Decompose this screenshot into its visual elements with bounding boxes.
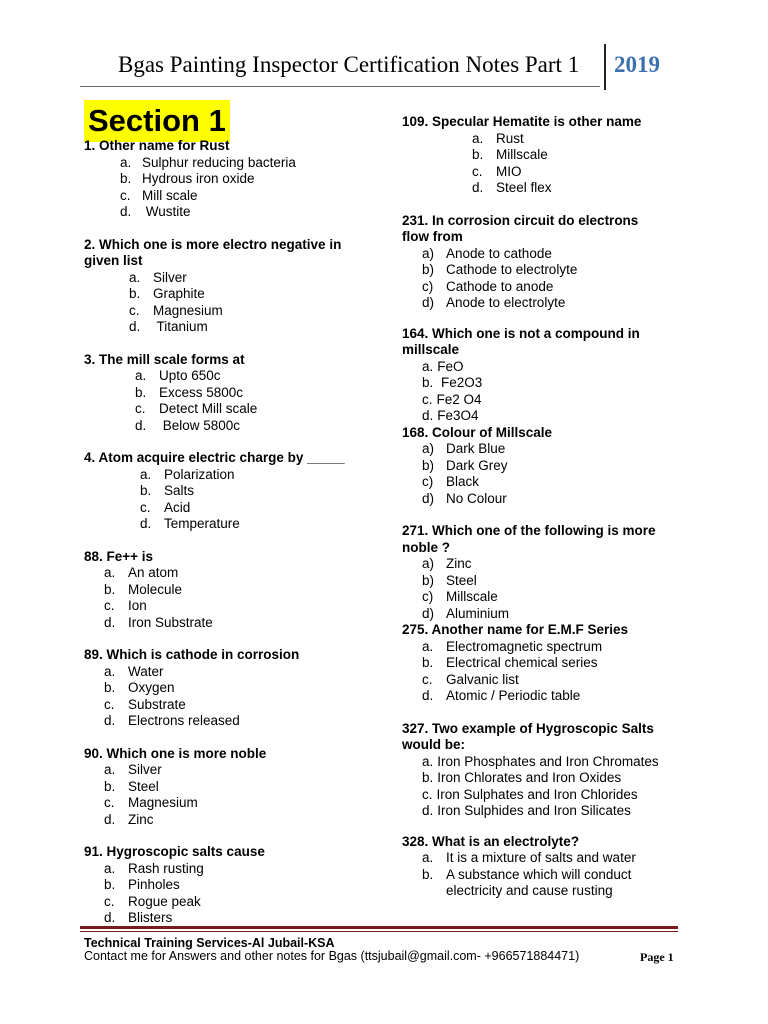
option-letter: b) xyxy=(422,262,435,277)
option-letter: c. xyxy=(472,163,483,179)
answer-option xyxy=(402,606,692,623)
option-letter: a. xyxy=(472,130,484,146)
option-letter: c) xyxy=(422,589,434,604)
option-text: Ion xyxy=(128,598,147,613)
option-letter: c) xyxy=(422,474,434,489)
question-block xyxy=(402,622,692,705)
answer-option xyxy=(402,458,692,475)
answer-option xyxy=(84,812,374,829)
answer-option xyxy=(84,204,374,221)
option-letter: d) xyxy=(422,490,435,506)
option-letter: c. xyxy=(422,786,433,802)
option-letter: b. xyxy=(104,680,116,695)
option-text: Dark Grey xyxy=(446,457,508,473)
answer-option xyxy=(402,573,692,590)
answer-options xyxy=(402,639,692,705)
option-text: Excess 5800c xyxy=(159,384,244,400)
option-letter: a. xyxy=(422,753,434,769)
answer-option xyxy=(402,180,692,197)
right-question-column xyxy=(402,114,692,900)
option-text: Magnesium xyxy=(128,795,198,810)
answer-option xyxy=(84,910,374,927)
answer-option xyxy=(402,147,692,164)
answer-option xyxy=(84,385,374,402)
question-text: 1. Other name for Rust xyxy=(84,138,230,153)
option-text: FeO xyxy=(437,358,464,374)
answer-option xyxy=(402,787,692,804)
option-text: Iron Phosphates and Iron Chromates xyxy=(437,753,659,769)
option-text: Steel xyxy=(446,572,477,588)
option-text: Millscale xyxy=(446,589,498,604)
answer-option xyxy=(84,894,374,911)
option-text: Anode to electrolyte xyxy=(446,295,566,310)
option-text: Blisters xyxy=(128,910,173,925)
option-letter: d. xyxy=(104,811,116,827)
answer-options xyxy=(84,467,374,533)
question-text: 4. Atom acquire electric charge by _____ xyxy=(84,450,345,465)
option-text: Atomic / Periodic table xyxy=(446,688,581,703)
answer-option xyxy=(402,408,692,425)
answer-option xyxy=(84,286,374,303)
question-text: 88. Fe++ is xyxy=(84,548,154,564)
answer-options xyxy=(402,850,692,900)
answer-option xyxy=(402,672,692,689)
option-text: Temperature xyxy=(164,516,240,531)
option-text: Silver xyxy=(128,762,162,777)
question-block xyxy=(402,213,692,312)
option-letter: a. xyxy=(104,565,116,580)
option-letter: c. xyxy=(422,391,433,407)
option-letter: b. xyxy=(472,147,484,162)
answer-option xyxy=(402,246,692,263)
option-text: Salts xyxy=(164,483,195,498)
option-letter: a. xyxy=(104,860,116,876)
answer-option xyxy=(402,770,692,787)
answer-option xyxy=(402,392,692,409)
option-letter: b. xyxy=(104,877,116,892)
left-question-column xyxy=(84,138,374,927)
option-text: Galvanic list xyxy=(446,671,519,687)
option-text: Electromagnetic spectrum xyxy=(446,638,603,654)
answer-option xyxy=(84,713,374,730)
option-text: Water xyxy=(128,663,164,679)
answer-option xyxy=(402,131,692,148)
option-text: Silver xyxy=(153,269,187,285)
answer-option xyxy=(402,655,692,672)
option-text: Electrons released xyxy=(128,713,240,728)
option-letter: d. xyxy=(135,417,147,433)
option-text: Cathode to anode xyxy=(446,278,554,294)
answer-option xyxy=(84,319,374,336)
answer-option xyxy=(402,754,692,771)
option-letter: d. xyxy=(472,180,484,195)
footer-rule-thin xyxy=(80,931,678,932)
option-text: Titanium xyxy=(153,319,208,334)
option-text: Acid xyxy=(164,499,191,515)
question-block xyxy=(84,844,374,927)
answer-option xyxy=(84,615,374,632)
option-text: Fe3O4 xyxy=(437,408,479,423)
question-text: 164. Which one is not a compound in millscale xyxy=(402,325,640,357)
answer-options xyxy=(84,861,374,927)
question-block xyxy=(402,721,692,820)
question-block xyxy=(84,352,374,435)
answer-option xyxy=(402,375,692,392)
answer-option xyxy=(84,795,374,812)
answer-option xyxy=(84,368,374,385)
option-text: Zinc xyxy=(128,811,154,827)
answer-option xyxy=(84,171,374,188)
answer-option xyxy=(402,359,692,376)
option-text: Iron Sulphides and Iron Silicates xyxy=(437,803,631,818)
answer-option xyxy=(84,762,374,779)
answer-option xyxy=(84,188,374,205)
answer-option xyxy=(402,589,692,606)
answer-options xyxy=(402,359,692,425)
option-text: Steel xyxy=(128,778,159,794)
answer-options xyxy=(84,270,374,336)
option-text: No Colour xyxy=(446,490,507,506)
option-text: Polarization xyxy=(164,466,235,482)
option-text: Rash rusting xyxy=(128,860,204,876)
question-block xyxy=(402,114,692,197)
answer-option xyxy=(402,688,692,705)
option-letter: a. xyxy=(104,762,116,777)
answer-option xyxy=(84,565,374,582)
option-letter: d. xyxy=(422,803,434,818)
answer-option xyxy=(402,556,692,573)
answer-option xyxy=(402,262,692,279)
option-letter: c) xyxy=(422,278,434,294)
answer-options xyxy=(84,762,374,828)
option-letter: b. xyxy=(104,778,116,794)
question-block xyxy=(84,746,374,829)
option-letter: d. xyxy=(129,319,141,334)
option-text: Magnesium xyxy=(153,302,223,318)
option-text: Rust xyxy=(496,130,524,146)
option-letter: a. xyxy=(135,368,147,383)
answer-option xyxy=(84,779,374,796)
option-letter: c. xyxy=(104,696,115,712)
option-letter: a. xyxy=(129,269,141,285)
option-letter: a) xyxy=(422,556,435,571)
option-letter: a. xyxy=(104,663,116,679)
answer-option xyxy=(402,639,692,656)
footer-organization: Technical Training Services-Al Jubail-KSA xyxy=(84,936,335,950)
page-number: Page 1 xyxy=(640,950,674,964)
option-letter: d. xyxy=(140,516,152,531)
option-letter: a) xyxy=(422,441,435,456)
option-letter: a. xyxy=(422,638,434,654)
question-block xyxy=(402,523,692,622)
option-letter: b. xyxy=(422,375,434,390)
option-letter: a) xyxy=(422,245,435,261)
answer-options xyxy=(402,246,692,312)
question-text: 109. Specular Hematite is other name xyxy=(402,114,642,129)
option-text: Below 5800c xyxy=(159,417,241,433)
option-text: Fe2O3 xyxy=(437,375,483,390)
answer-options xyxy=(84,565,374,631)
option-text: Zinc xyxy=(446,556,472,571)
question-text: 275. Another name for E.M.F Series xyxy=(402,622,629,637)
document-year: 2019 xyxy=(614,52,660,77)
section-heading: Section 1 xyxy=(84,100,230,142)
option-text: Iron Substrate xyxy=(128,614,213,630)
answer-option xyxy=(84,598,374,615)
answer-option xyxy=(84,401,374,418)
question-text: 89. Which is cathode in corrosion xyxy=(84,647,300,662)
answer-option xyxy=(84,582,374,599)
answer-option xyxy=(84,467,374,484)
option-text: Upto 650c xyxy=(159,368,221,383)
option-letter: d. xyxy=(104,910,116,925)
option-text: Hydrous iron oxide xyxy=(142,171,255,186)
question-text: 328. What is an electrolyte? xyxy=(402,833,580,849)
question-block xyxy=(402,834,692,900)
option-text: Sulphur reducing bacteria xyxy=(142,154,296,170)
option-text: Iron Sulphates and Iron Chlorides xyxy=(436,786,638,802)
answer-option xyxy=(84,680,374,697)
option-text: Millscale xyxy=(496,147,548,162)
answer-option xyxy=(84,500,374,517)
option-letter: b. xyxy=(135,384,147,400)
answer-option xyxy=(84,303,374,320)
option-text: Anode to cathode xyxy=(446,245,552,261)
answer-option xyxy=(402,164,692,181)
option-letter: b. xyxy=(129,286,141,301)
option-letter: a. xyxy=(120,154,132,170)
option-text: Detect Mill scale xyxy=(159,401,258,416)
answer-options xyxy=(402,131,692,197)
answer-options xyxy=(84,155,374,221)
option-text: Graphite xyxy=(153,286,205,301)
option-text: It is a mixture of salts and water xyxy=(446,850,636,865)
question-text: 168. Colour of Millscale xyxy=(402,424,553,440)
option-letter: d. xyxy=(104,713,116,728)
question-text: 231. In corrosion circuit do electrons flow from xyxy=(402,212,639,244)
question-text: 2. Which one is more electro negative in given list xyxy=(84,236,342,268)
answer-option xyxy=(402,279,692,296)
answer-option xyxy=(84,270,374,287)
question-text: 91. Hygroscopic salts cause xyxy=(84,844,265,859)
question-block xyxy=(84,450,374,533)
option-letter: a. xyxy=(422,850,434,865)
question-block xyxy=(402,326,692,425)
option-text: Black xyxy=(446,474,480,489)
option-letter: c. xyxy=(422,671,433,687)
option-letter: b. xyxy=(422,866,434,882)
answer-options xyxy=(402,754,692,820)
option-text: MIO xyxy=(496,163,522,179)
option-text: Substrate xyxy=(128,696,186,712)
option-letter: c. xyxy=(120,187,131,203)
option-letter: c. xyxy=(104,893,115,909)
option-text: Molecule xyxy=(128,581,183,597)
option-letter: c. xyxy=(140,499,151,515)
answer-option xyxy=(402,803,692,820)
option-text: Pinholes xyxy=(128,877,180,892)
option-text: Aluminium xyxy=(446,605,510,621)
option-letter: c. xyxy=(135,401,146,416)
option-letter: b. xyxy=(120,171,132,186)
answer-options xyxy=(84,664,374,730)
question-block xyxy=(84,237,374,336)
option-text: Cathode to electrolyte xyxy=(446,262,578,277)
answer-option xyxy=(402,441,692,458)
answer-option xyxy=(84,155,374,172)
option-letter: d) xyxy=(422,295,435,310)
answer-option xyxy=(84,483,374,500)
option-text: Iron Chlorates and Iron Oxides xyxy=(437,770,622,785)
answer-option xyxy=(84,418,374,435)
question-text: 327. Two example of Hygroscopic Salts would be: xyxy=(402,720,654,752)
footer-contact: Contact me for Answers and other notes for Bgas (ttsjubail@gmail.com- +966571884471) xyxy=(84,949,580,963)
answer-options xyxy=(402,556,692,622)
option-letter: c. xyxy=(104,598,115,613)
option-text: Rogue peak xyxy=(128,893,201,909)
question-block xyxy=(84,138,374,221)
answer-option xyxy=(402,850,692,867)
option-letter: d. xyxy=(422,688,434,703)
option-text: An atom xyxy=(128,565,179,580)
option-text: Electrical chemical series xyxy=(446,655,598,670)
question-text: 3. The mill scale forms at xyxy=(84,351,245,367)
answer-option xyxy=(84,664,374,681)
answer-option xyxy=(84,697,374,714)
question-block xyxy=(402,425,692,508)
question-text: 90. Which one is more noble xyxy=(84,745,267,761)
answer-options xyxy=(84,368,374,434)
option-letter: b. xyxy=(422,655,434,670)
question-block xyxy=(84,549,374,632)
option-letter: c. xyxy=(129,302,140,318)
answer-option xyxy=(84,877,374,894)
option-text: Wustite xyxy=(142,204,191,219)
answer-options xyxy=(402,441,692,507)
option-letter: b) xyxy=(422,457,435,473)
option-letter: a. xyxy=(422,358,434,374)
answer-option xyxy=(402,474,692,491)
option-text: Steel flex xyxy=(496,180,552,195)
answer-option xyxy=(402,491,692,508)
option-text: Mill scale xyxy=(142,187,198,203)
option-letter: d) xyxy=(422,605,435,621)
option-text: Dark Blue xyxy=(446,441,506,456)
answer-option xyxy=(84,516,374,533)
option-letter: b. xyxy=(104,581,116,597)
option-letter: d. xyxy=(422,408,434,423)
question-text: 271. Which one of the following is more noble ? xyxy=(402,523,656,555)
answer-option xyxy=(402,867,692,900)
answer-option xyxy=(402,295,692,312)
option-letter: c. xyxy=(104,795,115,810)
header-divider xyxy=(604,44,606,90)
footer-rule-thick xyxy=(80,926,678,929)
answer-option xyxy=(84,861,374,878)
document-title: Bgas Painting Inspector Certification Notes Part 1 xyxy=(118,52,580,77)
option-text: A substance which will conduct electricity and cause rusting xyxy=(446,866,632,898)
option-letter: b. xyxy=(422,770,434,785)
option-text: Fe2 O4 xyxy=(436,391,482,407)
option-letter: b. xyxy=(140,483,152,498)
option-letter: a. xyxy=(140,466,152,482)
option-text: Oxygen xyxy=(128,680,175,695)
option-letter: d. xyxy=(120,204,132,219)
option-letter: b) xyxy=(422,572,435,588)
question-block xyxy=(84,647,374,730)
option-letter: d. xyxy=(104,614,116,630)
header-rule xyxy=(80,86,600,87)
